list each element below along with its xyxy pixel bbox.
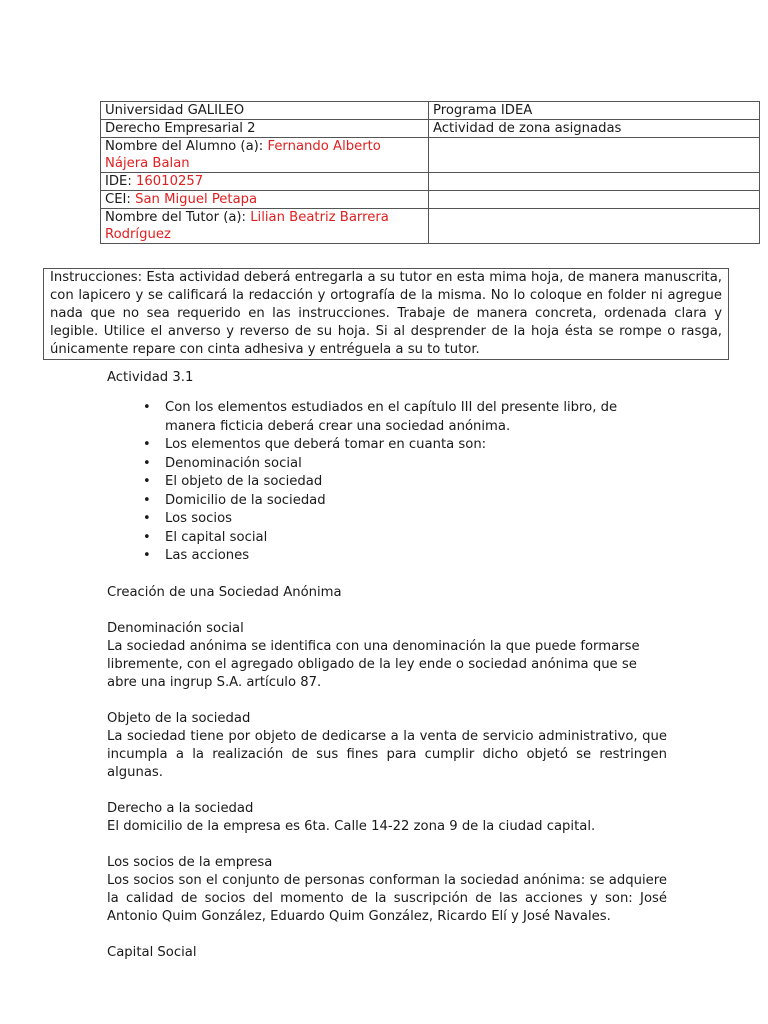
activity-type-label: Actividad de zona asignadas [433,121,622,136]
tutor-name: Lilian Beatriz Barrera Rodríguez [105,210,389,242]
bullet-icon: • [143,455,151,471]
course-label: Derecho Empresarial 2 [105,121,256,136]
list-item: • Domicilio de la sociedad [165,492,667,511]
bullet-icon: • [143,548,151,563]
socios-text: Los socios son el conjunto de personas conforman la sociedad anónima: se adquiere la calidad de socios del momento de la suscripción de las acciones y son: José Antonio Quim González, Eduardo Quim González, Ricardo Elí y José Navales. [107,872,667,924]
empty-cell [429,191,760,209]
ide-cell [101,173,429,191]
denominacion-heading: Denominación social [107,620,244,636]
program-cell [429,102,760,120]
table-row [101,173,760,191]
tutor-cell [101,209,429,244]
bullet-list [107,399,667,566]
document-body [107,369,667,962]
empty-cell [429,209,760,244]
header-table [100,101,760,244]
program-label: Programa IDEA [433,103,533,118]
table-row [101,138,760,173]
course-cell [101,120,429,138]
table-row [101,102,760,120]
bullet-icon: • [143,437,151,452]
bullet-icon: • [143,511,151,526]
bullet-icon: • [143,474,151,489]
activity-title: Actividad 3.1 [107,370,194,385]
student-name: Fernando Alberto Nájera Balan [105,139,381,171]
table-row [101,191,760,209]
list-item: • Los socios [165,510,667,529]
tutor-label: Nombre del Tutor (a): [105,210,251,225]
student-label: Nombre del Alumno (a): [105,139,268,154]
university-cell [101,102,429,120]
university-label: Universidad GALILEO [105,103,245,118]
table-row [101,209,760,244]
cei-label: CEI: [105,192,136,207]
denominacion-text: La sociedad anónima se identifica con una denominación la que puede formarse libremente, con el agregado obligado de la ley ende o sociedad anónima que se abre una ingrup S.A. artículo 87. [107,638,640,690]
list-item: • Los elementos que deberá tomar en cuanta son: [165,436,667,455]
list-item: • El objeto de la sociedad [165,473,667,492]
ide-label: IDE: [105,174,137,189]
section-main-title: Creación de una Sociedad Anónima [107,584,342,600]
objeto-heading: Objeto de la sociedad [107,710,251,726]
socios-heading: Los socios de la empresa [107,854,273,870]
objeto-text: La sociedad tiene por objeto de dedicarse a la venta de servicio administrativo, que incumpla a la realización de sus fines para cumplir dicho objetó se restringen algunas. [107,728,667,780]
list-item: • El capital social [165,529,667,548]
bullet-icon: • [143,400,151,415]
student-cell [101,138,429,173]
bullet-icon: • [143,492,151,508]
instructions-box: Instrucciones: Esta actividad deberá entregarla a su tutor en esta mima hoja, de manera manuscrita, con lapicero y se calificará la redacción y ortografía de la misma. No lo coloque en folder ni agregue nada que no sea requerido en las instrucciones. Trabaje de manera concreta, ordenada clara y legible. Utilice el anverso y reverso de su hoja. Si al desprender de la hoja ésta se rompe o rasga, únicamente repare con cinta adhesiva y entréguela a su to tutor. [43,268,729,360]
list-item: • Denominación social [165,455,667,474]
activity-type-cell [429,120,760,138]
cei-value: San Miguel Petapa [135,192,258,207]
ide-value: 16010257 [136,174,204,189]
list-item: • Las acciones [165,547,667,566]
table-row [101,120,760,138]
derecho-text: El domicilio de la empresa es 6ta. Calle 14-22 zona 9 de la ciudad capital. [107,818,596,834]
cei-cell [101,191,429,209]
derecho-heading: Derecho a la sociedad [107,800,254,816]
capital-heading: Capital Social [107,944,197,960]
empty-cell [429,138,760,173]
empty-cell [429,173,760,191]
bullet-icon: • [143,529,151,545]
list-item: • Con los elementos estudiados en el capítulo III del presente libro, de manera ficticia deberá crear una sociedad anónima. [143,400,618,434]
